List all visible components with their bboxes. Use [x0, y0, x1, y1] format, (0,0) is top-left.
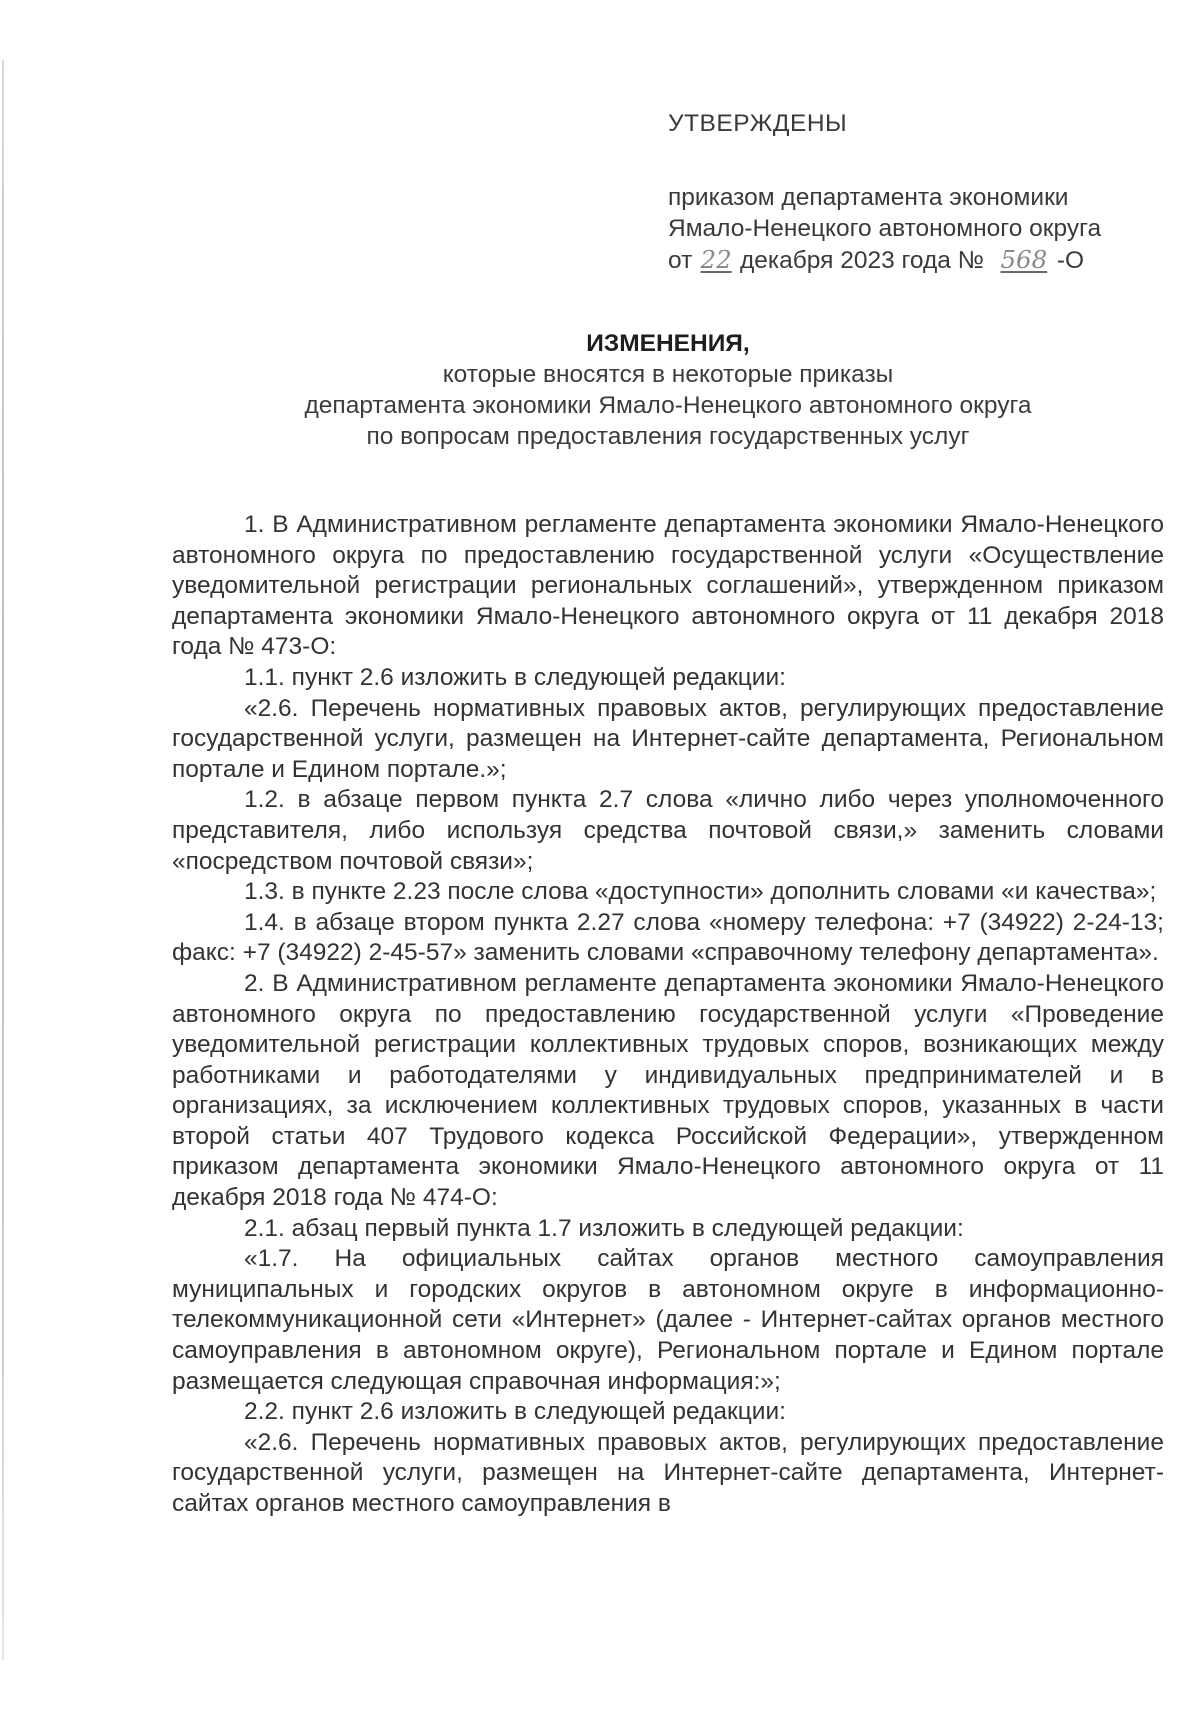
approval-block: [668, 108, 1168, 276]
handwritten-day: 22: [700, 245, 732, 274]
scan-edge-line: [2, 60, 4, 1660]
approval-title: УТВЕРЖДЕНЫ: [668, 110, 848, 137]
paragraph: 1. В Административном регламенте департамента экономики Ямало-Ненецкого автономного округа по предоставлению государственной услуги «Осуществление уведомительной регистрации региональных соглашений», утвержденном приказом департамента экономики Ямало-Ненецкого автономного округа от 11 декабря 2018 года № 473-О:: [172, 511, 1164, 661]
paragraph: 2.1. абзац первый пункта 1.7 изложить в следующей редакции:: [244, 1214, 964, 1242]
order-number-suffix: -О: [1056, 247, 1085, 274]
paragraph: 2.2. пункт 2.6 изложить в следующей редакции:: [244, 1398, 786, 1426]
paragraph: «1.7. На официальных сайтах органов местного самоуправления муниципальных и городских округов в автономном округе в информационно-телекоммуникационной сети «Интернет» (далее - Интернет-сайтах органов местного самоуправления в автономном округе), Региональном портале и Едином портале размещается следующая справочная информация:»;: [172, 1245, 1164, 1395]
paragraph: 1.3. в пункте 2.23 после слова «доступности» дополнить словами «и качества»;: [244, 878, 1157, 906]
handwritten-order-number: 568: [1000, 245, 1048, 274]
heading-line-1: которые вносятся в некоторые приказы: [442, 361, 894, 388]
heading-line-3: по вопросам предоставления государственных услуг: [366, 423, 970, 450]
heading-line-2: департамента экономики Ямало-Ненецкого автономного округа: [304, 392, 1032, 419]
paragraph: 2. В Административном регламенте департамента экономики Ямало-Ненецкого автономного округа по предоставлению государственной услуги «Проведение уведомительной регистрации коллективных трудовых споров, возникающих между работниками и работодателями у индивидуальных предпринимателей и в организациях, за исключением коллективных трудовых споров, указанных в части второй статьи 407 Трудового кодекса Российской Федерации», утвержденном приказом департамента экономики Ямало-Ненецкого автономного округа от 11 декабря 2018 года № 474-О:: [172, 969, 1164, 1212]
date-prefix: от: [668, 247, 693, 274]
paragraph: 1.1. пункт 2.6 изложить в следующей редакции:: [244, 663, 786, 691]
paragraph: «2.6. Перечень нормативных правовых актов, регулирующих предоставление государственной услуги, размещен на Интернет-сайте департамента, Региональном портале и Едином портале.»;: [172, 694, 1164, 783]
approval-line-2: Ямало-Ненецкого автономного округа: [668, 215, 1102, 242]
approval-line-1: приказом департамента экономики: [668, 184, 1069, 211]
paragraph: «2.6. Перечень нормативных правовых актов, регулирующих предоставление государственной услуги, размещен на Интернет-сайте департамента, Интернет-сайтах органов местного самоуправления в: [172, 1428, 1164, 1517]
document-body: [172, 510, 1164, 1520]
paragraph: 1.4. в абзаце втором пункта 2.27 слова «номеру телефона: +7 (34922) 2-24-13; факс: +7 (34922) 2-45-57» заменить словами «справочному телефону департамента».: [172, 908, 1164, 967]
date-middle: декабря 2023 года №: [739, 247, 985, 274]
document-heading: [172, 328, 1164, 452]
paragraph: 1.2. в абзаце первом пункта 2.7 слова «лично либо через уполномоченного представителя, либо используя средства почтовой связи,» заменить словами «посредством почтовой связи»;: [172, 786, 1164, 875]
document-title: ИЗМЕНЕНИЯ,: [586, 330, 750, 357]
approval-date-line: [668, 244, 1168, 276]
